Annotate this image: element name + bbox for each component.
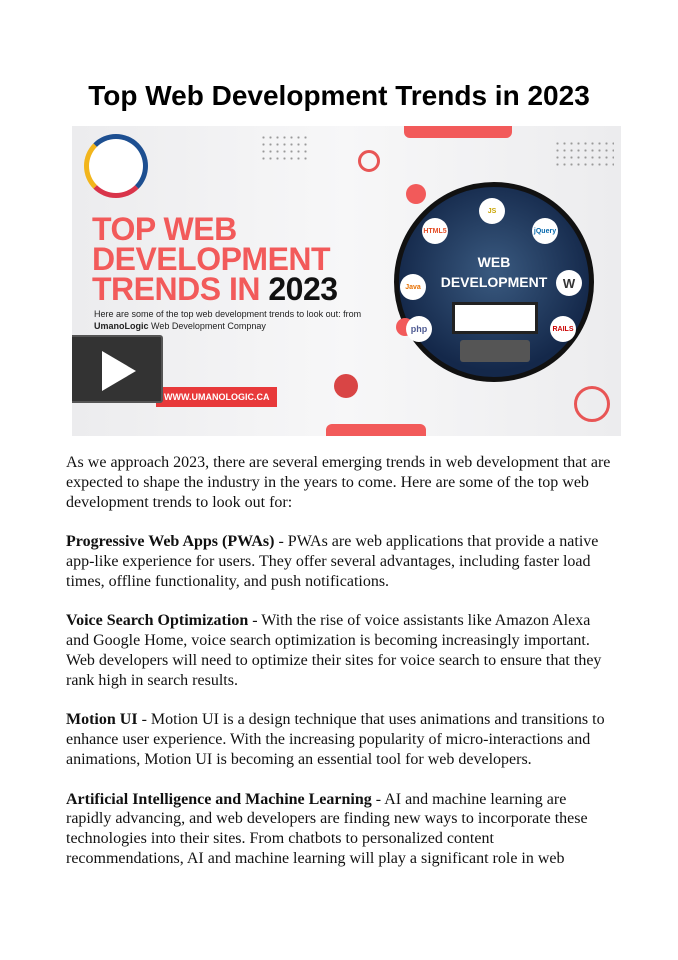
jquery-icon: jQuery [532,218,558,244]
graphic-title: WEB DEVELOPMENT [440,254,548,290]
article-body [66,453,611,889]
circle-decoration [406,184,426,204]
banner-image [72,126,621,436]
logo-icon [84,134,148,198]
banner-headline: TOP WEB DEVELOPMENT TRENDS IN 2023 [92,211,338,307]
circle-decoration [334,374,358,398]
rails-icon: RAILS [550,316,576,342]
section-pwa: Progressive Web Apps (PWAs) - PWAs are web applications that provide a native app-like experience for users. They offer several advantages, including faster load times, offline functionality, and push notifications. [66,533,599,590]
java-icon: Java [400,274,426,300]
html5-icon: HTML5 [422,218,448,244]
php-icon: php [406,316,432,342]
ring-decoration [574,386,610,422]
intro-paragraph: As we approach 2023, there are several emerging trends in web development that are expected to shape the industry in the years to come. Here are some of the top web development trends to look out for: [66,454,611,511]
bar-decoration [326,424,426,436]
laptop-screen-graphic [452,302,538,334]
bar-decoration [404,126,512,138]
page-title: Top Web Development Trends in 2023 [88,80,590,111]
banner-subtitle: Here are some of the top web development trends to look out: from UmanoLogic Web Development Compnay [94,309,362,331]
wordpress-icon: W [556,270,582,296]
website-url: WWW.UMANOLOGIC.CA [156,387,277,407]
ring-decoration [358,150,380,172]
section-voice-search: Voice Search Optimization - With the rise of voice assistants like Amazon Alexa and Google Home, voice search optimization is becoming increasingly important. Web developers will need to optimize their sites for voice search to ensure that they rank high in search results. [66,612,602,689]
section-ai-ml: Artificial Intelligence and Machine Learning - AI and machine learning are rapidly advancing, and web developers are finding new ways to incorporate these technologies into their sites. From chatbots to personalized content recommendations, AI and machine learning will play a significant role in web [66,790,588,867]
javascript-icon: JS [479,198,505,224]
dots-decoration [554,140,614,170]
section-motion-ui: Motion UI - Motion UI is a design technique that uses animations and transitions to enhance user experience. With the increasing popularity of micro-interactions and animations, Motion UI is becoming an essential tool for web developers. [66,711,605,768]
dots-decoration [260,134,310,164]
play-button[interactable] [72,335,163,403]
keyboard-graphic [460,340,530,362]
